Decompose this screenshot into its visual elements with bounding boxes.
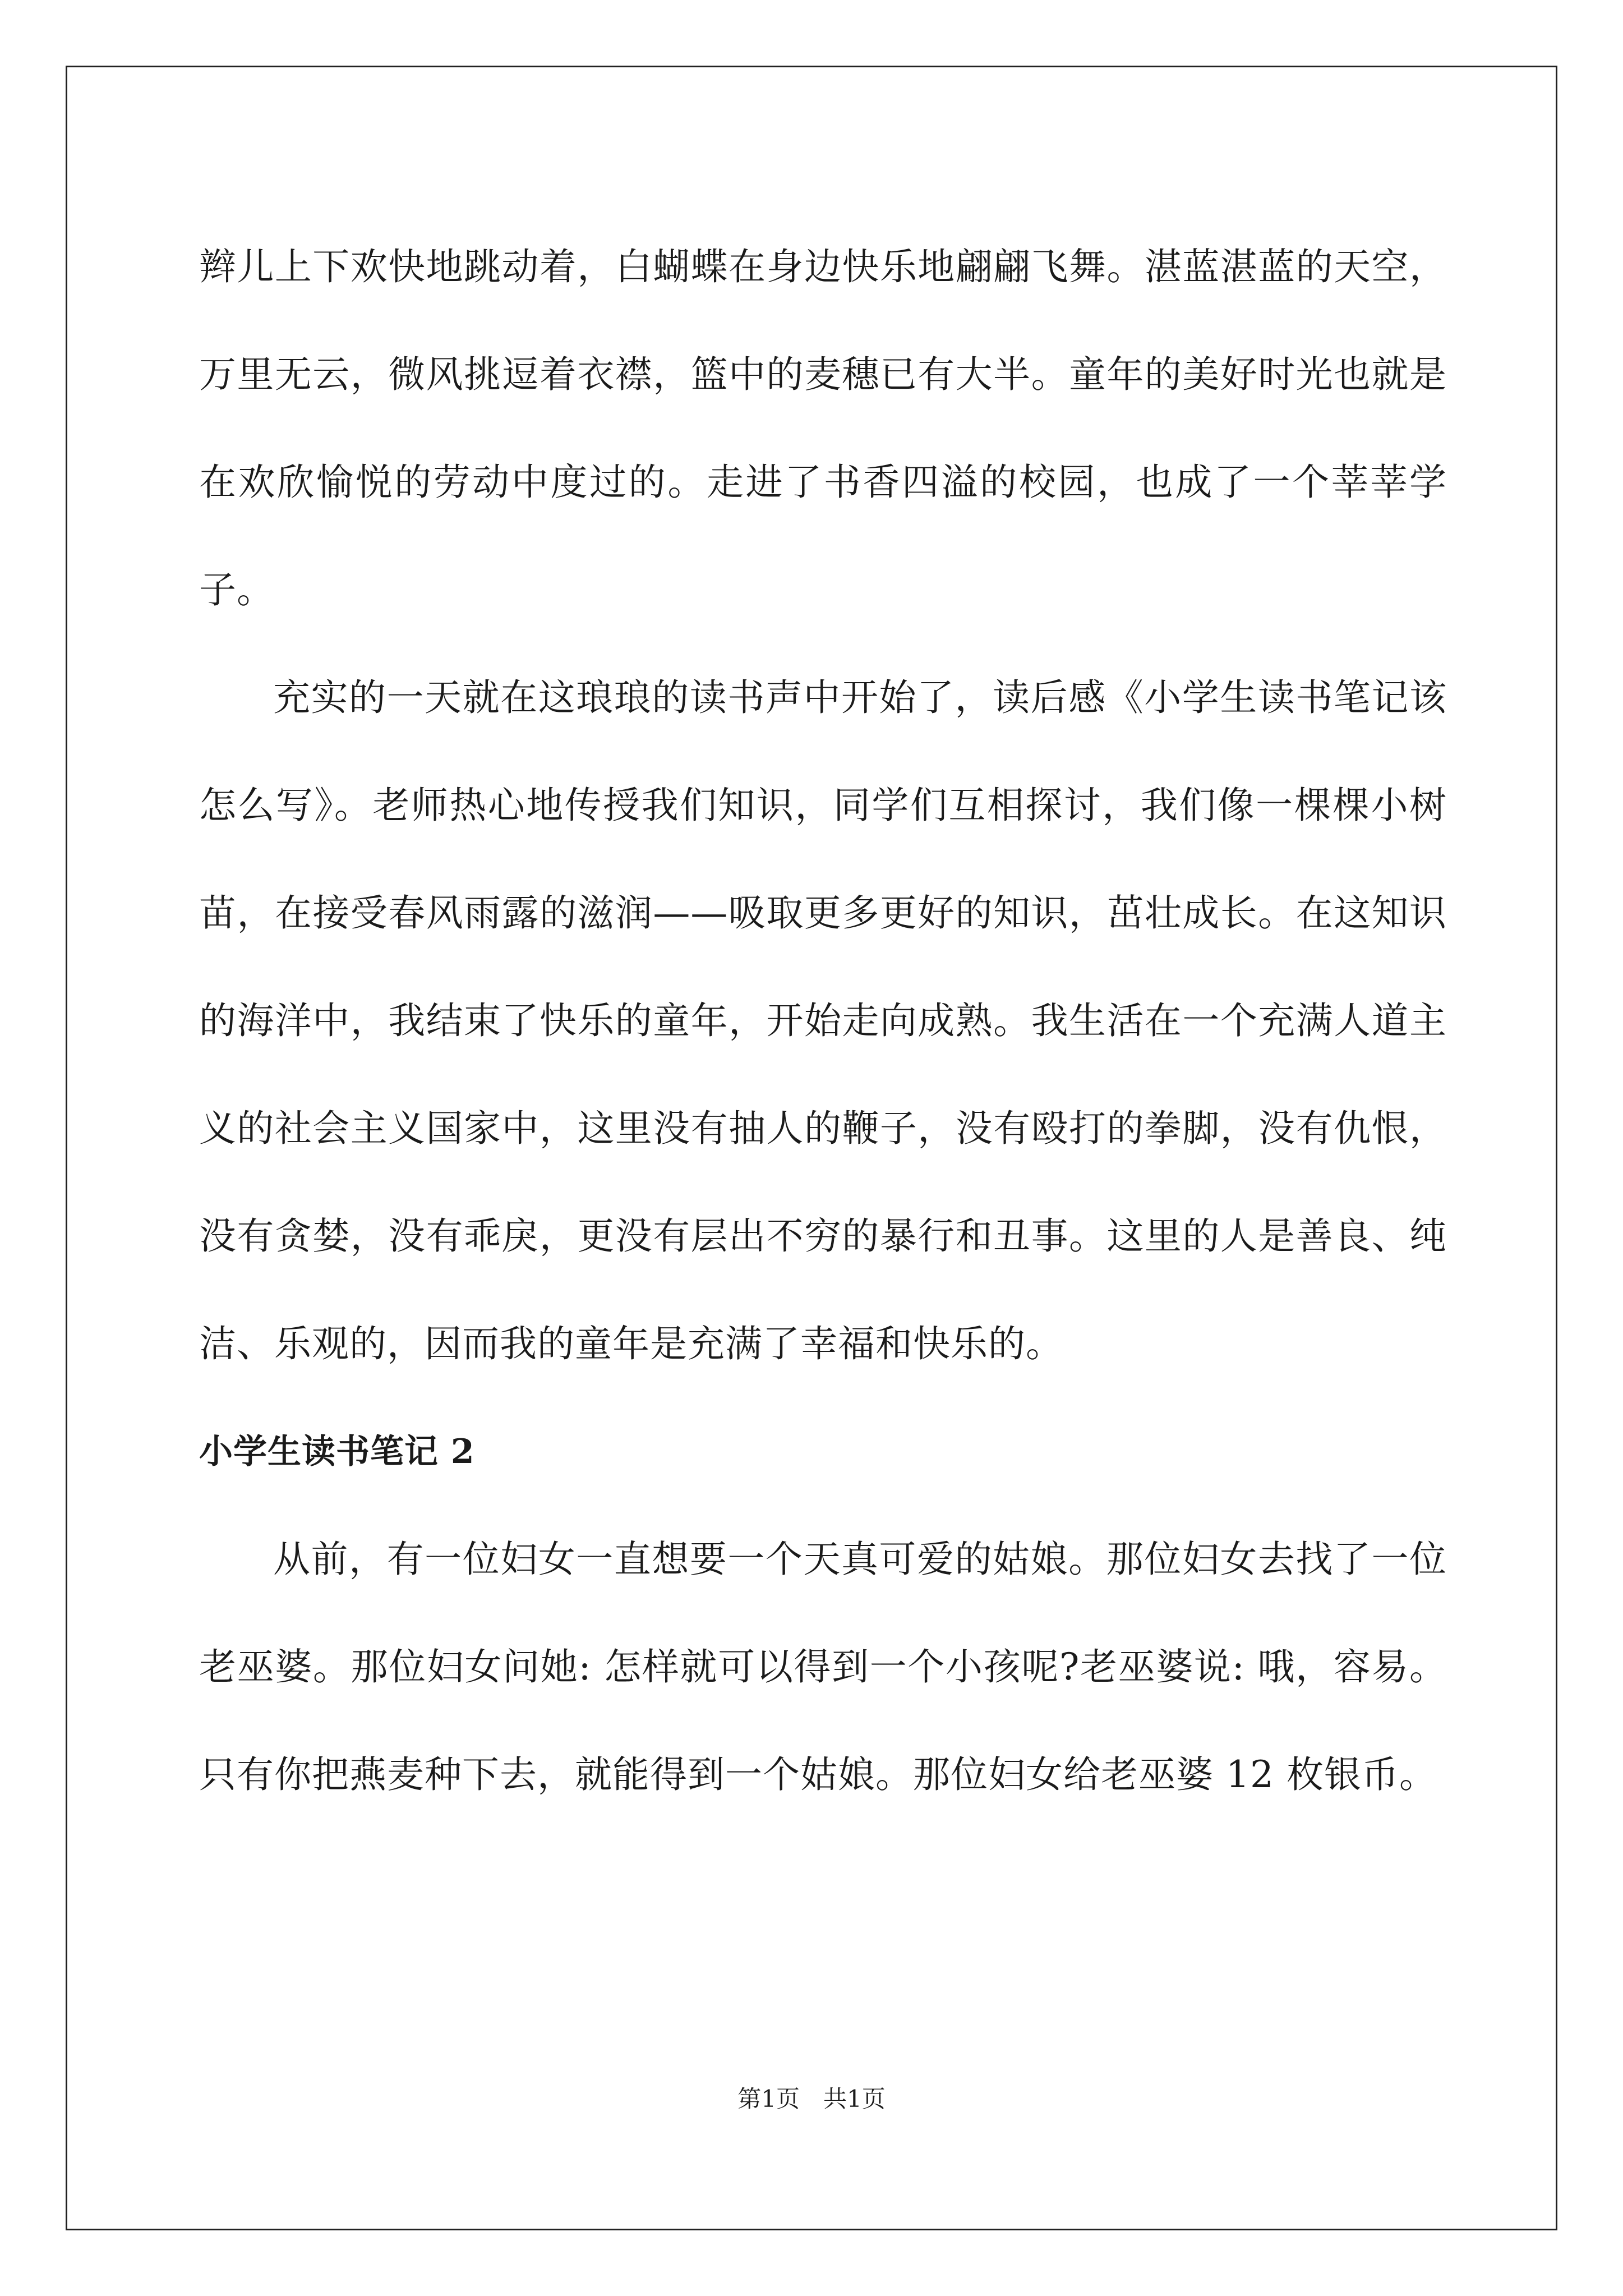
paragraph-1: 辫儿上下欢快地跳动着，白蝴蝶在身边快乐地翩翩飞舞。湛蓝湛蓝的天空，万里无云，微风挑逗着衣襟，篮中的麦穗已有大半。童年的美好时光也就是在欢欣愉悦的劳动中度过的。走进了书香四溢的校园，也成了一个莘莘学子。 bbox=[199, 245, 1447, 611]
section-heading: 小学生读书笔记 2 bbox=[199, 1432, 475, 1471]
page-number-total: 共1页 bbox=[823, 2085, 886, 2113]
paragraph-2: 充实的一天就在这琅琅的读书声中开始了，读后感《小学生读书笔记该怎么写》。老师热心地传授我们知识，同学们互相探讨，我们像一棵棵小树苗，在接受春风雨露的滋润——吸取更多更好的知识，茁壮成长。在这知识的海洋中，我结束了快乐的童年，开始走向成熟。我生活在一个充满人道主义的社会主义国家中，这里没有抽人的鞭子，没有殴打的拳脚，没有仇恨，没有贪婪，没有乖戾，更没有层出不穷的暴行和丑事。这里的人是善良、纯洁、乐观的，因而我的童年是充满了幸福和快乐的。 bbox=[199, 676, 1447, 1365]
document-body bbox=[199, 213, 1447, 1829]
page-number-current: 第1页 bbox=[737, 2085, 800, 2113]
page-footer bbox=[0, 2082, 1623, 2116]
paragraph-3: 从前，有一位妇女一直想要一个天真可爱的姑娘。那位妇女去找了一位老巫婆。那位妇女问她: 怎样就可以得到一个小孩呢?老巫婆说: 哦，容易。只有你把燕麦种下去，就能得到一个姑娘。那位妇女给老巫婆 12 枚银币。 bbox=[199, 1538, 1447, 1796]
